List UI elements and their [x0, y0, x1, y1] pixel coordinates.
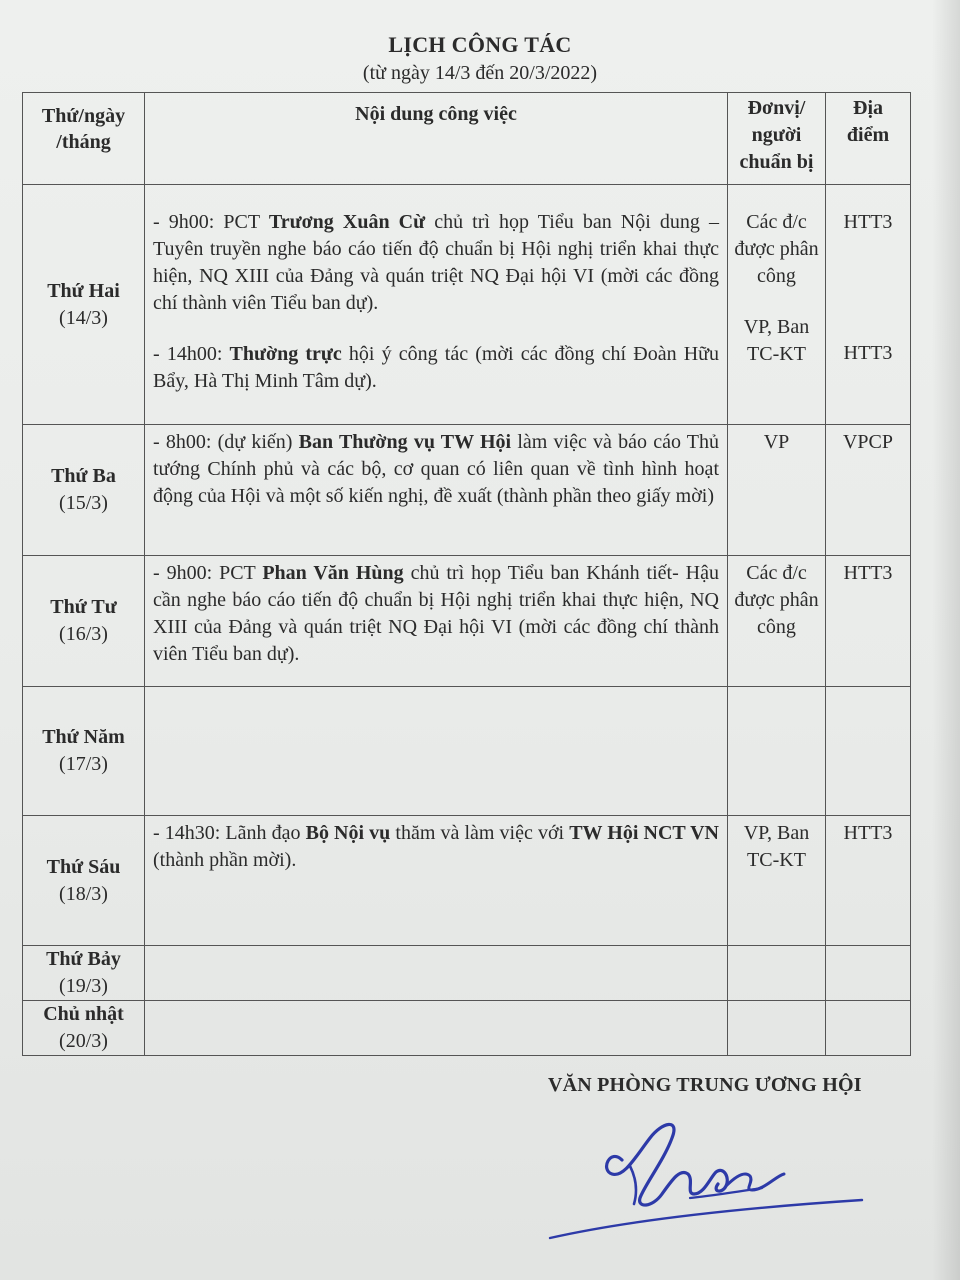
unit-text: VP, Ban TC-KT [743, 316, 810, 365]
day-cell [23, 687, 145, 816]
unit-cell [728, 425, 826, 556]
task-post: (thành phần mời). [153, 849, 297, 871]
place-cell [826, 556, 911, 687]
task-bold1: Bộ Nội vụ [305, 822, 391, 844]
page-edge-shadow [932, 0, 960, 1280]
day-name: Thứ Sáu [46, 855, 121, 878]
task-pre: 9h00: PCT [168, 211, 269, 233]
day-name: Thứ Hai [47, 279, 120, 302]
header-day [23, 93, 145, 185]
document-title: LỊCH CÔNG TÁC [388, 32, 572, 57]
content-cell [145, 425, 728, 556]
task-post: hội ý công tác (mời các đồng chí Đoàn Hữu Bẩy, Hà Thị Minh Tâm dự). [153, 343, 720, 392]
unit-cell [728, 556, 826, 687]
task-bold2: TW Hội NCT VN [569, 822, 719, 844]
place-text: HTT3 [843, 562, 893, 584]
task-mid: thăm và làm việc với [390, 822, 570, 844]
header-day-line1: Thứ/ngày [41, 105, 126, 127]
unit-text: Các đ/c được phân công [734, 211, 819, 287]
header-unit-line3: chuẩn bị [739, 151, 814, 173]
day-name: Chủ nhật [43, 1003, 124, 1025]
day-date: (19/3) [59, 975, 108, 997]
header-day-line2: /tháng [56, 131, 111, 153]
content-cell [145, 1001, 728, 1056]
content-cell [145, 816, 728, 946]
task-pre: 14h30: Lãnh đạo [164, 822, 306, 844]
day-date: (18/3) [59, 882, 108, 905]
table-row [23, 556, 911, 687]
place-cell [826, 687, 911, 816]
task-item: - 9h00: PCT Phan Văn Hùng chủ trì họp Tiểu ban Khánh tiết- Hậu cần nghe báo cáo tiến độ chuẩn bị Hội nghị triển khai thực hiện, NQ XIII của Đảng và quán triệt NQ Đại hội VI (mời các đồng chí thành viên Tiểu ban dự). [153, 562, 720, 665]
table-row [23, 425, 911, 556]
document-subtitle: (từ ngày 14/3 đến 20/3/2022) [362, 62, 598, 84]
content-cell [145, 185, 728, 425]
day-cell [23, 556, 145, 687]
day-date: (15/3) [59, 492, 108, 514]
signature-image [540, 1108, 870, 1258]
schedule-table [22, 92, 911, 1056]
task-item: - 9h00: PCT Trương Xuân Cừ chủ trì họp Tiểu ban Nội dung – Tuyên truyền nghe báo cáo tiến độ chuẩn bị Hội nghị triển khai thực hiện, NQ XIII của Đảng và quán triệt NQ Đại hội VI (mời các đồng chí thành viên Tiểu ban dự). [153, 211, 719, 314]
header-place [826, 93, 911, 185]
task-pre: 9h00: PCT [166, 562, 263, 584]
day-name: Thứ Ba [51, 465, 116, 487]
task-item: - 14h00: Thường trực hội ý công tác (mời các đồng chí Đoàn Hữu Bẩy, Hà Thị Minh Tâm dự). [153, 343, 720, 392]
content-cell [145, 687, 728, 816]
place-cell [826, 1001, 911, 1056]
footer-organization: VĂN PHÒNG TRUNG ƯƠNG HỘI [548, 1074, 862, 1096]
day-cell [23, 1001, 145, 1056]
table-row [23, 1001, 911, 1056]
day-date: (16/3) [59, 623, 108, 645]
table-row [23, 185, 911, 425]
place-cell [826, 185, 911, 425]
unit-cell [728, 816, 826, 946]
place-cell [826, 425, 911, 556]
day-date: (17/3) [59, 753, 108, 775]
header-unit-line2: người [751, 124, 802, 146]
task-post: làm việc và báo cáo Thủ tướng Chính phủ và các bộ, cơ quan có liên quan về tình hình hoạt động của Hội và một số kiến nghị, đề xuất (thành phần theo giấy mời) [153, 431, 720, 507]
place-text: HTT3 [843, 211, 893, 233]
unit-cell [728, 185, 826, 425]
table-row [23, 816, 911, 946]
day-date: (20/3) [59, 1030, 108, 1052]
task-item: - 8h00: (dự kiến) Ban Thường vụ TW Hội làm việc và báo cáo Thủ tướng Chính phủ và các bộ, cơ quan có liên quan về tình hình hoạt động của Hội và một số kiến nghị, đề xuất (thành phần theo giấy mời) [153, 431, 720, 507]
day-cell [23, 185, 145, 425]
task-bold1: Ban Thường vụ TW Hội [298, 431, 512, 453]
header-place-line1: Địa [853, 97, 883, 119]
day-name: Thứ Năm [42, 726, 125, 748]
day-date: (14/3) [59, 306, 108, 329]
unit-cell [728, 946, 826, 1001]
header-place-line2: điểm [846, 124, 890, 146]
task-bold1: Trương Xuân Cừ [268, 211, 426, 233]
signature-strokes [550, 1124, 862, 1238]
table-row [23, 946, 911, 1001]
day-cell [23, 946, 145, 1001]
task-pre: 14h00: [166, 343, 230, 365]
place-cell [826, 946, 911, 1001]
task-item: - 14h30: Lãnh đạo Bộ Nội vụ thăm và làm việc với TW Hội NCT VN (thành phần mời). [153, 822, 719, 871]
header-unit-line1: Đơnvị/ [747, 97, 806, 119]
task-post: chủ trì họp Tiểu ban Nội dung – Tuyên truyền nghe báo cáo tiến độ chuẩn bị Hội nghị triển khai thực hiện, NQ XIII của Đảng và quán triệt NQ Đại hội VI (mời các đồng chí thành viên Tiểu ban dự). [153, 211, 719, 314]
place-text: VPCP [842, 431, 894, 453]
day-name: Thứ Bảy [46, 948, 121, 970]
day-name: Thứ Tư [50, 596, 117, 618]
task-bold1: Phan Văn Hùng [262, 562, 404, 584]
content-cell [145, 556, 728, 687]
task-pre: 8h00: (dự kiến) [165, 431, 299, 453]
day-cell [23, 425, 145, 556]
content-cell [145, 946, 728, 1001]
day-cell [23, 816, 145, 946]
task-bold1: Thường trực [229, 343, 342, 365]
task-post: chủ trì họp Tiểu ban Khánh tiết- Hậu cần nghe báo cáo tiến độ chuẩn bị Hội nghị triển khai thực hiện, NQ XIII của Đảng và quán triệt NQ Đại hội VI (mời các đồng chí thành viên Tiểu ban dự). [153, 562, 720, 665]
place-text: HTT3 [843, 822, 893, 844]
table-row [23, 687, 911, 816]
header-unit [728, 93, 826, 185]
unit-text: VP [763, 431, 790, 453]
table-header-row [23, 93, 911, 185]
unit-cell [728, 687, 826, 816]
unit-text: VP, Ban TC-KT [743, 822, 810, 871]
unit-text: Các đ/c được phân công [734, 562, 819, 638]
unit-cell [728, 1001, 826, 1056]
place-text: HTT3 [843, 342, 893, 364]
header-content: Nội dung công việc [145, 93, 728, 185]
place-cell [826, 816, 911, 946]
